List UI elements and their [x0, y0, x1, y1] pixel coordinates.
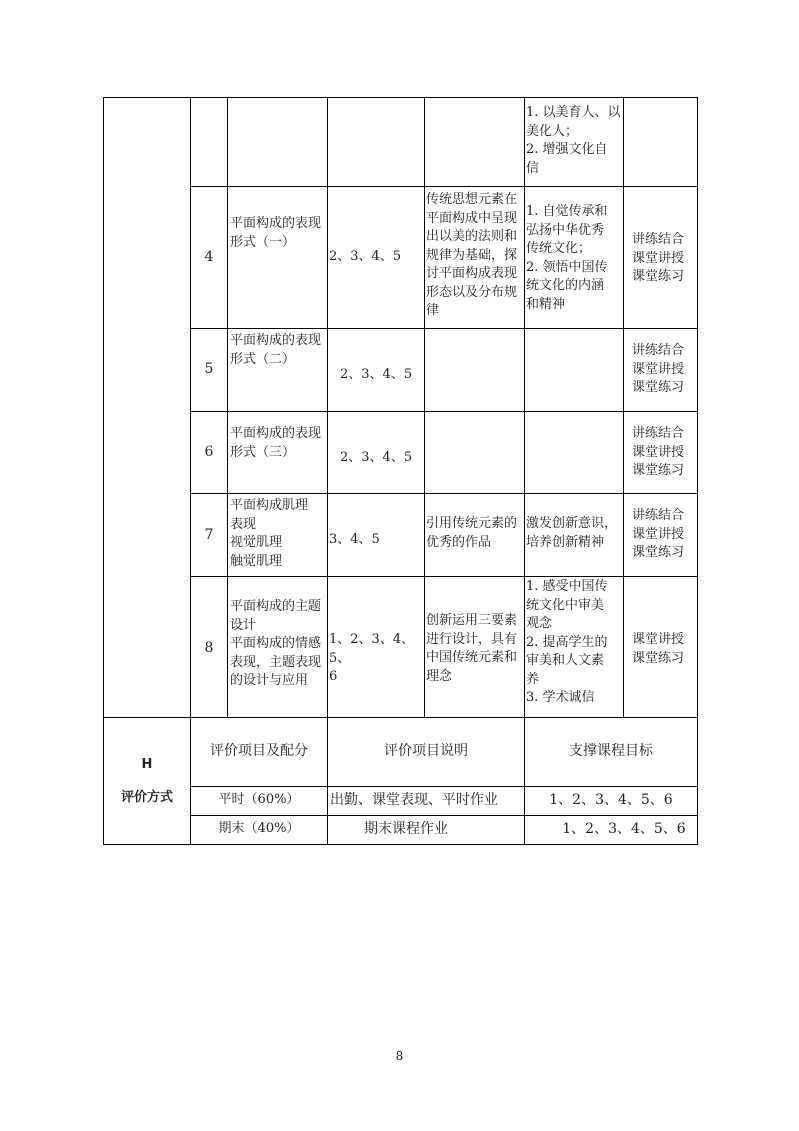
eval-goals: 1、2、3、4、5、6 — [549, 792, 673, 808]
grid-line — [190, 97, 191, 845]
grid-line — [190, 576, 698, 577]
grid-line — [524, 97, 525, 845]
topic-cell: 平面构成的表现 形式（一） — [230, 216, 322, 250]
topic-cell: 平面构成肌理 表现 视觉肌理 触觉肌理 — [230, 498, 309, 569]
objectives-cell: 3、4、5 — [329, 532, 380, 547]
grid-line — [190, 493, 698, 494]
method-cell: 讲练结合 课堂讲授 课堂练习 — [632, 426, 685, 478]
eval-header-item: 评价项目及配分 — [210, 743, 308, 759]
row-number: 7 — [204, 527, 214, 543]
grid-line — [623, 97, 624, 717]
grid-line — [327, 97, 328, 845]
eval-header-desc: 评价项目说明 — [384, 743, 468, 759]
page-number: 8 — [395, 1049, 404, 1063]
ideology-cell: 传统思想元素在 平面构成中呈现 出以美的法则和 规律为基础，探 讨平面构成表现 形态以及分布规 律 — [426, 192, 518, 318]
grid-line — [227, 97, 228, 717]
method-cell: 讲练结合 课堂讲授 课堂练习 — [632, 343, 685, 395]
grid-line — [190, 786, 698, 787]
ideology-cell: 创新运用三要素 进行设计，具有 中国传统元素和 理念 — [426, 613, 518, 684]
grid-line — [190, 815, 698, 816]
topic-cell: 平面构成的表现 形式（三） — [230, 426, 322, 460]
eval-desc: 期末课程作业 — [364, 821, 448, 837]
topic-cell: 平面构成的主题 设计 平面构成的情感 表现，主题表现 的设计与应用 — [230, 599, 322, 688]
row-number: 5 — [204, 361, 214, 377]
eval-desc: 出勤、课堂表现、平时作业 — [330, 792, 498, 808]
values-cell: 激发创新意识， 培养创新精神 — [526, 516, 618, 550]
eval-item: 期末（40%） — [218, 821, 300, 836]
eval-header-goals: 支撑课程目标 — [569, 743, 653, 759]
method-cell: 课堂讲授 课堂练习 — [632, 632, 685, 666]
section-letter: H — [141, 757, 153, 772]
section-title: 评价方式 — [120, 790, 173, 805]
row-number: 4 — [204, 249, 214, 265]
topic-cell: 平面构成的表现 形式（二） — [230, 333, 322, 367]
method-cell: 讲练结合 课堂讲授 课堂练习 — [632, 232, 685, 284]
grid-line — [190, 411, 698, 412]
eval-item: 平时（60%） — [218, 792, 300, 807]
grid-line — [697, 97, 698, 845]
method-cell: 讲练结合 课堂讲授 课堂练习 — [632, 508, 685, 560]
values-cell: 1. 自觉传承和 弘扬中华优秀 传统文化； 2. 领悟中国传 统文化的内涵 和精神 — [526, 204, 608, 312]
grid-line — [103, 844, 698, 845]
row-number: 8 — [204, 640, 214, 656]
objectives-cell: 2、3、4、5 — [340, 367, 413, 382]
row-number: 6 — [204, 444, 214, 460]
grid-line — [190, 186, 698, 187]
grid-line — [103, 97, 698, 98]
values-cell: 1. 感受中国传 统文化中审美 观念 2. 提高学生的 审美和人文素 养 3. 学术诚信 — [526, 579, 608, 705]
grid-line — [424, 97, 425, 717]
values-cell: 1. 以美育人、以 美化人； 2. 增强文化自 信 — [526, 105, 621, 176]
grid-line — [103, 717, 698, 718]
objectives-cell: 2、3、4、5 — [340, 450, 413, 465]
ideology-cell: 引用传统元素的 优秀的作品 — [426, 516, 518, 550]
eval-goals: 1、2、3、4、5、6 — [562, 821, 686, 837]
grid-line — [103, 97, 104, 845]
objectives-cell: 2、3、4、5 — [329, 249, 402, 264]
objectives-cell: 1、2、3、4、5、 6 — [329, 632, 415, 684]
grid-line — [190, 328, 698, 329]
